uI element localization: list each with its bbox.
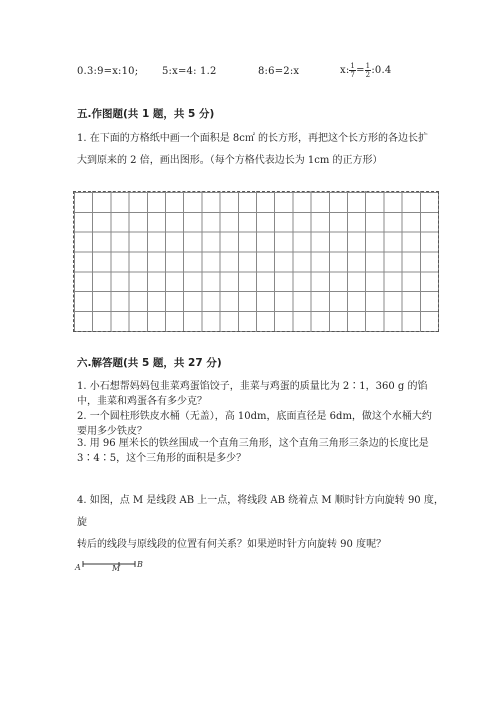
equation-1: 0.3:9=x:10; (77, 66, 139, 77)
question-line: 3∶4∶5，这个三角形的面积是多少？ (77, 453, 247, 464)
question-line: 4. 如图，点 M 是线段 AB 上一点，将线段 AB 绕着点 M 顺时针方向旋转 90 度，旋 (77, 495, 444, 528)
equation-4-equals: = (356, 65, 365, 76)
question-line: 要用多少铁皮？ (77, 426, 147, 437)
section-6-heading: 六.解答题(共 5 题，共 27 分) (77, 357, 222, 369)
label-m: M (112, 564, 121, 573)
equation-4-prefix: x: (340, 65, 350, 76)
question-line: 中，韭菜和鸡蛋各有多少克？ (77, 396, 207, 407)
equation-3: 8:6=2:x (258, 66, 300, 77)
question-line: 3. 用 96 厘米长的铁丝围成一个直角三角形，这个直角三角形三条边的长度比是 (77, 438, 429, 449)
question-line: 大到原来的 2 倍，画出图形。（每个方格代表边长为 1cm 的正方形） (77, 155, 383, 166)
section-6-question-4 (77, 490, 452, 556)
question-line: 1. 在下面的方格纸中画一个面积是 8c㎡ 的长方形，再把这个长方形的各边长扩 (77, 133, 429, 144)
question-line: 1. 小石想帮妈妈包韭菜鸡蛋馅饺子，韭菜与鸡蛋的质量比为 2∶1，360 g 的馅 (77, 381, 428, 392)
section-5-heading: 五.作图题(共 1 题，共 5 分) (77, 108, 215, 120)
fraction-numerator: 1 (350, 62, 356, 70)
fraction-denominator: 2 (365, 71, 371, 79)
fraction-numerator: 1 (365, 62, 371, 70)
question-line: 转后的线段与原线段的位置有何关系？如果逆时针方向旋转 90 度呢？ (77, 539, 387, 550)
section-6-question-1 (77, 379, 447, 409)
section-5-question-1 (77, 128, 447, 172)
fraction-denominator: 7 (350, 71, 356, 79)
label-a: A (75, 563, 81, 572)
equation-2: 5:x=4: 1.2 (162, 66, 217, 77)
section-6-question-3 (77, 436, 447, 466)
segment-ab-figure (72, 553, 152, 575)
equation-4 (340, 62, 391, 79)
grid-paper[interactable] (73, 191, 439, 332)
section-6-question-2 (77, 409, 447, 439)
question-line: 2. 一个圆柱形铁皮水桶（无盖），高 10dm，底面直径是 6dm，做这个水桶大约 (77, 411, 432, 422)
equation-4-suffix: :0.4 (371, 65, 392, 76)
label-b: B (137, 560, 143, 569)
